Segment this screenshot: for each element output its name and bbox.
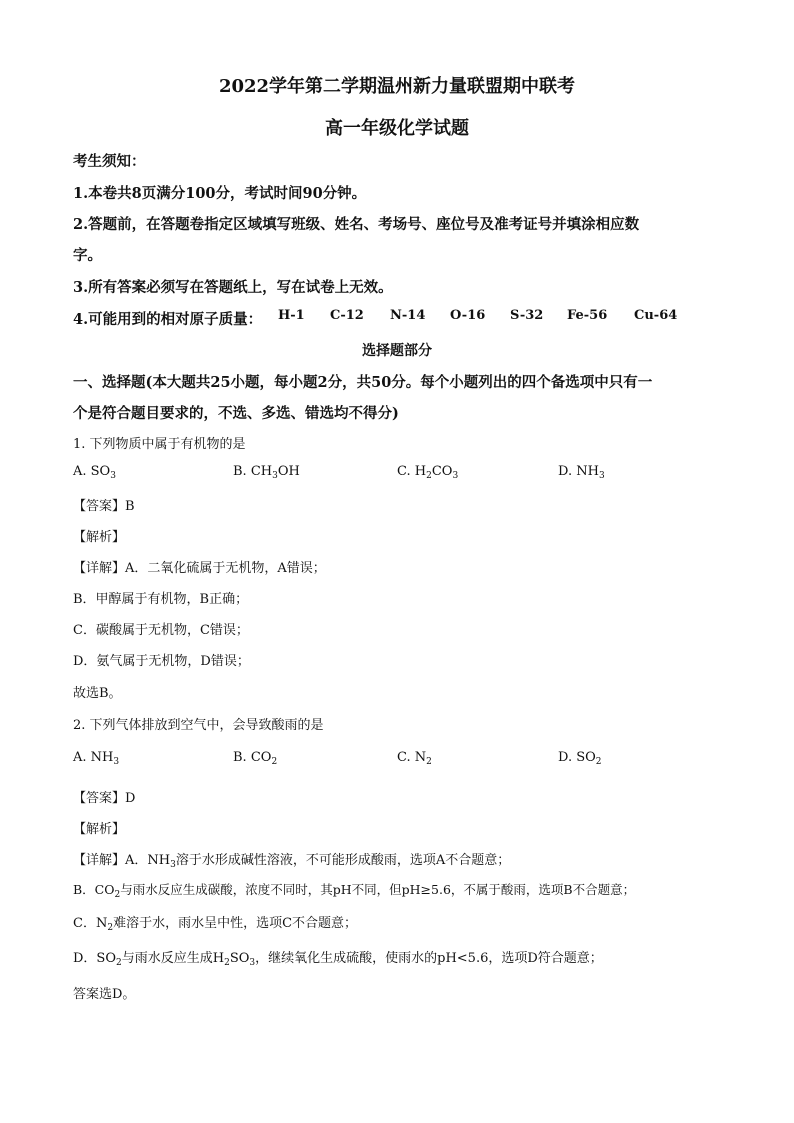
atomic-mass-label: 4.可能用到的相对原子质量： <box>73 311 263 328</box>
q1-conclusion: 故选B。 <box>73 686 122 701</box>
q1-answer: 【答案】B <box>73 499 135 514</box>
mass-o: O-16 <box>450 308 486 323</box>
section-intro: 一、选择题(本大题共25小题，每小题2分，共50分。每个小题列出的四个备选项中只有一 <box>73 374 653 391</box>
q2-detail-2: B．$CO_2$与雨水反应生成碳酸，浓度不同时，其pH不同，但pH≥5.6，不属于酸雨，选项B不合题意； <box>73 882 636 900</box>
notice-item-4 <box>73 308 262 329</box>
notice-item-2-cont: 字。 <box>73 247 102 264</box>
q2-option-b: B. $CO_2$ <box>233 750 278 767</box>
mass-cu: Cu-64 <box>634 308 678 323</box>
q1-detail-3: C．碳酸属于无机物，C错误； <box>73 623 249 638</box>
q2-stem: 2. 下列气体排放到空气中，会导致酸雨的是 <box>73 718 324 733</box>
mass-n: N-14 <box>390 308 426 323</box>
q1-option-b: B. $CH_3OH$ <box>233 464 300 481</box>
notice-heading: 考生须知： <box>73 153 146 170</box>
q1-option-a: A. $SO_3$ <box>73 464 116 481</box>
q1-option-d: D. $NH_3$ <box>558 464 605 481</box>
notice-item-3: 3.所有答案必须写在答题纸上，写在试卷上无效。 <box>73 279 393 296</box>
q1-option-c: C. $H_2CO_3$ <box>397 464 459 481</box>
exam-title: 2022学年第二学期温州新力量联盟期中联考 <box>218 76 576 97</box>
q2-answer: 【答案】D <box>73 791 136 806</box>
notice-item-2: 2.答题前，在答题卷指定区域填写班级、姓名、考场号、座位号及准考证号并填涂相应数 <box>73 216 640 233</box>
q2-option-c: C. $N_2$ <box>397 750 432 767</box>
mass-s: S-32 <box>510 308 544 323</box>
q2-option-a: A. $NH_3$ <box>73 750 120 767</box>
q2-conclusion: 答案选D。 <box>73 987 136 1002</box>
mass-h: H-1 <box>278 308 305 323</box>
section-heading: 选择题部分 <box>362 343 432 359</box>
q1-detail-1: 【详解】A．二氧化硫属于无机物，A错误； <box>73 561 326 576</box>
q2-detail-1: 【详解】A．$NH_3$溶于水形成碱性溶液，不可能形成酸雨，选项A不合题意； <box>73 853 511 870</box>
q2-analysis-label: 【解析】 <box>73 822 126 837</box>
mass-c: C-12 <box>330 308 364 323</box>
mass-fe: Fe-56 <box>567 308 608 323</box>
notice-item-1: 1.本卷共8页满分100分，考试时间90分钟。 <box>73 185 367 202</box>
q1-detail-4: D．氨气属于无机物，D错误； <box>73 654 250 669</box>
q1-stem: 1. 下列物质中属于有机物的是 <box>73 437 246 452</box>
q2-detail-4: D．$SO_2$与雨水反应生成$H_2SO_3$，继续氧化生成硫酸，使雨水的pH<5.6，选项D符合题意； <box>73 951 603 968</box>
q1-detail-2: B．甲醇属于有机物，B正确； <box>73 592 249 607</box>
q2-detail-3: C．$N_2$难溶于水，雨水呈中性，选项C不合题意； <box>73 916 358 933</box>
exam-subtitle: 高一年级化学试题 <box>325 118 469 139</box>
q2-option-d: D. $SO_2$ <box>558 750 602 767</box>
q1-analysis-label: 【解析】 <box>73 530 126 545</box>
section-intro-cont: 个是符合题目要求的，不选、多选、错选均不得分) <box>73 405 399 422</box>
